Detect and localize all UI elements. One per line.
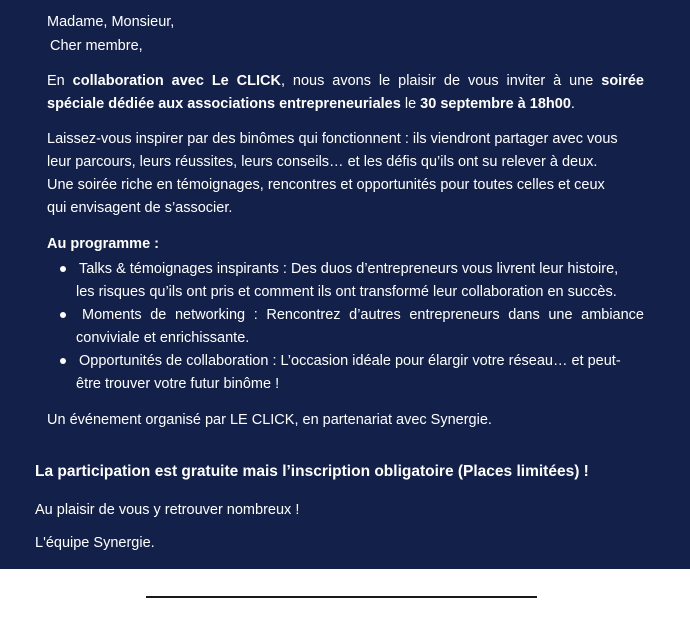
programme-heading: Au programme : bbox=[47, 236, 159, 252]
bullet-dot bbox=[60, 312, 66, 318]
organiser-note: Un événement organisé par LE CLICK, en partenariat avec Synergie. bbox=[47, 412, 492, 428]
bullet-dot bbox=[60, 266, 66, 272]
programme-item-3-line-1: Opportunités de collaboration : L’occasion idéale pour élargir votre réseau… et peut- bbox=[79, 353, 621, 369]
programme-item-2-line-1: Moments de networking : Rencontrez d’autres entrepreneurs dans une ambiance bbox=[82, 307, 644, 323]
closing-line: Au plaisir de vous y retrouver nombreux ! bbox=[35, 502, 300, 518]
programme-item-1-line-2: les risques qu’ils ont pris et comment ils ont transformé leur collaboration en succès. bbox=[76, 284, 617, 300]
intro-line-4: qui envisagent de s’associer. bbox=[47, 200, 233, 216]
invitation-line-1: En collaboration avec Le CLICK, nous avons le plaisir de vous inviter à une soirée bbox=[47, 73, 644, 89]
bullet-dot bbox=[60, 358, 66, 364]
programme-item-2-line-2: conviviale et enrichissante. bbox=[76, 330, 250, 346]
intro-line-3: Une soirée riche en témoignages, rencontres et opportunités pour toutes celles et ceux bbox=[47, 177, 605, 193]
invitation-line-2: spéciale dédiée aux associations entrepreneuriales le 30 septembre à 18h00. bbox=[47, 96, 575, 112]
registration-notice: La participation est gratuite mais l’inscription obligatoire (Places limitées) ! bbox=[35, 463, 589, 480]
footer-divider bbox=[146, 596, 537, 598]
signature: L'équipe Synergie. bbox=[35, 535, 155, 551]
intro-line-1: Laissez-vous inspirer par des binômes qui fonctionnent : ils viendront partager avec vous bbox=[47, 131, 618, 147]
salutation-line-2: Cher membre, bbox=[50, 38, 143, 54]
salutation-line-1: Madame, Monsieur, bbox=[47, 14, 175, 30]
intro-line-2: leur parcours, leurs réussites, leurs conseils… et les défis qu’ils ont su relever à deux. bbox=[47, 154, 598, 170]
programme-item-3-line-2: être trouver votre futur binôme ! bbox=[76, 376, 280, 392]
programme-item-1-line-1: Talks & témoignages inspirants : Des duos d’entrepreneurs vous livrent leur histoire, bbox=[79, 261, 619, 277]
